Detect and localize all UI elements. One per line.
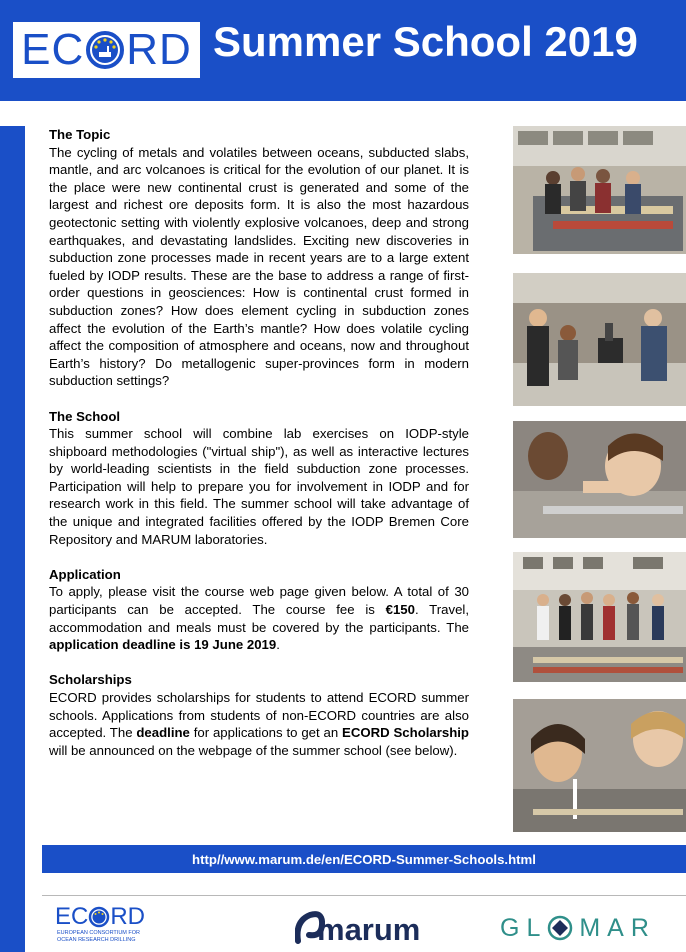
pipette-sampling-photo xyxy=(513,699,686,832)
school-section xyxy=(49,408,469,549)
ecord-logo xyxy=(13,22,200,78)
footer-divider xyxy=(42,895,686,896)
school-body: This summer school will combine lab exercises on IODP-style shipboard methodologies ("virtual ship"), as well as interactive lectures by world-leading scientists in the field subduction zone processes. Participation will help to prepare you for involvement in IODP and for research work in this field. The summer school will take advantage of the unique and integrated facilities offered by the IODP Bremen Core Repository and MARUM laboratories. xyxy=(49,426,469,547)
course-url-link[interactable]: http//www.marum.de/en/ECORD-Summer-Schools.html xyxy=(42,845,686,873)
scholarship-deadline-word: deadline xyxy=(136,725,190,741)
topic-section xyxy=(49,126,469,390)
group-core-lab-photo xyxy=(513,552,686,682)
topic-body: The cycling of metals and volatiles between oceans, subducted slabs, mantle, and arc volcanoes is critical for the evolution of our planet. It is the place were new continental crust is generated and some of the largest and richest ore deposits form. It is also the most hazardous geotectonic setting with violently explosive volcanoes, deep and strong earthquakes, and devastating landslides. Exciting new discoveries in subduction zone processes made in recent years are to a large extent fueled by IODP results. These are the base to address a range of first-order questions in geosciences: How is continental crust formed in subduction zones? How does element cycling in subduction zones affect the evolution of the Earth’s mantle? How does volatile cycling affect the composition of atmosphere and oceans, now and throughout Earth’s history? Do metallogenic super-provinces form in modern subduction settings? xyxy=(49,144,469,389)
ecord-globe-icon xyxy=(85,30,125,70)
left-accent-bar xyxy=(0,126,25,952)
application-section xyxy=(49,566,469,654)
page-title: Summer School 2019 xyxy=(213,18,638,65)
application-body: To apply, please visit the course web page given below. A total of 30 participants can be accepted. The course fee is €150. Travel, accommodation and meals must be covered by the participants. The application deadline is 19 June 2019. xyxy=(49,584,469,653)
scholarships-section xyxy=(49,671,469,759)
scholarships-heading: Scholarships xyxy=(49,672,132,688)
core-sampling-photo xyxy=(513,421,686,538)
application-deadline: application deadline is 19 June 2019 xyxy=(49,637,277,653)
glomar-logo: GL MAR xyxy=(500,913,656,942)
main-text-column xyxy=(49,126,469,777)
lab-core-table-photo xyxy=(513,126,686,254)
logo-letters-left: EC xyxy=(21,25,85,74)
marum-wordmark: marum xyxy=(317,912,421,947)
school-heading: The School xyxy=(49,408,121,424)
application-heading: Application xyxy=(49,566,121,582)
ecord-footer-globe-icon xyxy=(88,906,110,928)
header-banner xyxy=(0,0,686,101)
scholarships-body: ECORD provides scholarships for students to attend ECORD summer schools. Applications from students of non-ECORD countries are also accepted. The deadline for applications to get an ECORD Scholarship will be announced on the webpage of the summer school (see below). xyxy=(49,690,469,758)
logo-letters-right: RD xyxy=(126,25,192,74)
microscope-lab-photo xyxy=(513,273,686,406)
scholarship-name: ECORD Scholarship xyxy=(342,725,469,741)
ecord-footer-logo: EC RD EUROPEAN CONSORTIUM FOR OCEAN RESEARCH DRILLING xyxy=(55,903,146,943)
glomar-globe-icon xyxy=(547,915,573,941)
course-fee: €150 xyxy=(385,602,415,618)
marum-logo xyxy=(295,909,425,949)
topic-heading: The Topic xyxy=(49,127,111,142)
